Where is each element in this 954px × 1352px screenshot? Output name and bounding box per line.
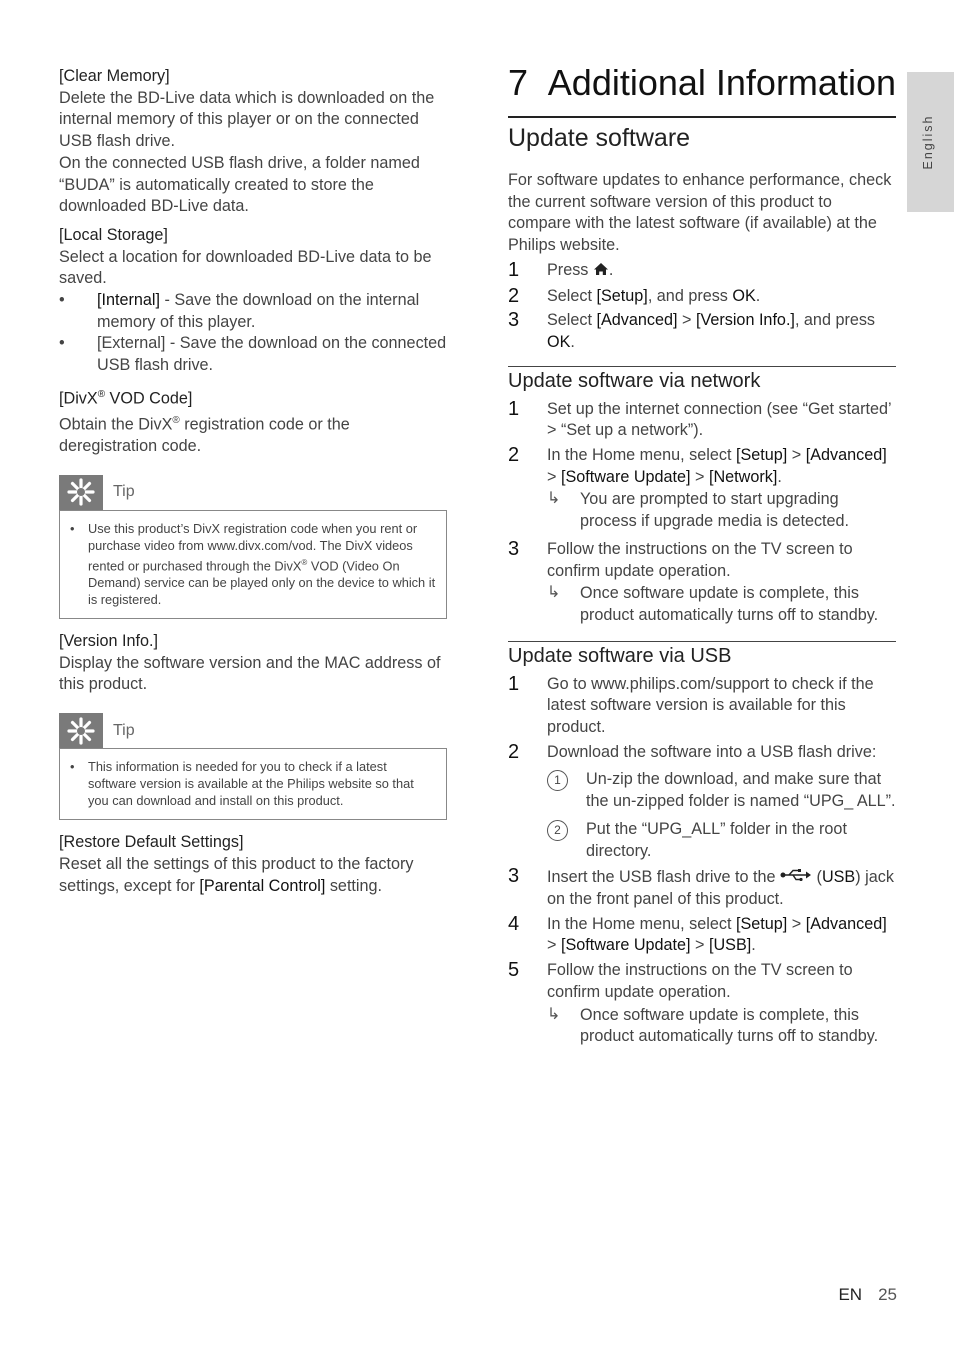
internal-text: - Save the download on the internal memory of this player. (97, 291, 420, 331)
usb-label: USB (821, 868, 856, 887)
clear-memory-desc: Delete the BD-Live data which is downloaded on the internal memory of this player or on the connected USB flash drive. (59, 88, 435, 151)
divx-desc-b: registration code or the deregistration code. (59, 415, 350, 456)
step-end: . (751, 936, 756, 955)
list-item (59, 290, 449, 333)
internal-label: [Internal] (97, 291, 160, 310)
separator: > (690, 936, 709, 955)
local-storage-desc: Select a location for downloaded BD-Live data to be saved. (59, 247, 432, 288)
footer-language: EN (838, 1285, 863, 1304)
step-number: 5 (508, 959, 520, 982)
step-item (508, 445, 896, 533)
result-arrow-icon: ↳ (547, 489, 561, 508)
step-text: Download the software into a USB flash drive: (547, 742, 877, 761)
separator: > (547, 467, 561, 486)
parental-control-label: [Parental Control] (199, 876, 326, 895)
usb-section-title: Update software via USB (508, 644, 732, 667)
registered-mark: ® (97, 388, 106, 400)
step-end: . (570, 332, 575, 351)
step-item (508, 960, 896, 1048)
sub-step-text: Put the “UPG_ALL” folder in the root directory. (586, 819, 847, 860)
tip-box-divx (59, 475, 447, 619)
setup-label: [Setup] (735, 446, 788, 465)
network-section (508, 366, 896, 627)
home-icon (593, 261, 609, 283)
local-storage-term: [Local Storage] (59, 225, 168, 244)
ok-label: OK (732, 286, 756, 305)
step-number: 1 (508, 258, 520, 281)
step-number: 1 (508, 672, 520, 695)
separator: > (547, 936, 561, 955)
step-item (508, 742, 896, 863)
step-end: . (608, 260, 614, 279)
restore-defaults-term: [Restore Default Settings] (59, 833, 244, 852)
right-column (508, 62, 896, 1048)
step-item (508, 914, 896, 957)
network-steps (508, 399, 896, 627)
step-text: ) jack on the front panel of this product. (547, 868, 894, 908)
software-update-label: [Software Update] (560, 936, 691, 955)
divx-term-b: VOD Code] (105, 389, 193, 408)
restore-defaults-desc (59, 854, 449, 897)
step-item (508, 539, 896, 627)
network-section-title: Update software via network (508, 369, 761, 392)
local-storage-options (59, 290, 449, 377)
separator: > (787, 446, 806, 465)
step-end: . (777, 467, 782, 486)
step-item (508, 674, 896, 739)
chapter-heading (508, 62, 896, 118)
sub-step (547, 769, 896, 812)
advanced-label: [Advanced] (805, 914, 887, 933)
step-number: 3 (508, 309, 520, 332)
version-info-label: [Version Info.] (695, 311, 795, 330)
setup-label: [Setup] (596, 286, 648, 305)
step-number: 4 (508, 912, 520, 935)
version-info-term: [Version Info.] (59, 632, 158, 650)
page-footer (838, 1285, 897, 1305)
step-text: , and press (794, 311, 876, 330)
result-text: You are prompted to start upgrading process if upgrade media is detected. (580, 490, 850, 531)
step-text: Set up the internet connection (see “Get started’ > “Set up a network”). (547, 399, 892, 440)
step-result (547, 583, 896, 626)
result-text: Once software update is complete, this product automatically turns off to standby. (580, 584, 879, 624)
external-text: [External] - Save the download on the connected USB flash drive. (97, 334, 447, 375)
ok-label: OK (547, 332, 571, 351)
divx-vod-desc (59, 410, 449, 458)
tip-label: Tip (113, 721, 135, 739)
sub-step-text: Un-zip the download, and make sure that the un-zipped folder is named “UPG_ ALL”. (586, 770, 896, 811)
software-update-label: [Software Update] (560, 467, 691, 486)
tip-body (59, 748, 447, 820)
step-item (508, 260, 896, 283)
clear-memory-term: [Clear Memory] (59, 67, 170, 85)
step-item (508, 286, 896, 308)
registered-mark: ® (301, 557, 308, 567)
result-arrow-icon: ↳ (547, 583, 561, 602)
sub-step (547, 819, 896, 862)
chapter-title: Additional Information (547, 62, 896, 103)
tip-label: Tip (113, 483, 135, 501)
circled-number: 2 (547, 820, 568, 841)
separator: > (787, 914, 806, 933)
result-text: Once software update is complete, this product automatically turns off to standby. (580, 1005, 879, 1046)
step-text: Go to www.philips.com/support to check if the latest software version is available for this product. (547, 674, 874, 737)
step-number: 3 (508, 865, 520, 888)
tip-star-icon (59, 713, 103, 748)
usb-section (508, 641, 896, 1048)
step-end: . (755, 286, 761, 305)
page-number: 25 (878, 1285, 897, 1304)
tip-text-b: VOD (Video On Demand) service can be played only on the device to which it is registered. (88, 558, 436, 607)
result-arrow-icon: ↳ (547, 1004, 561, 1023)
update-software-title: Update software (508, 124, 691, 152)
usb-steps (508, 674, 896, 1048)
setup-label: [Setup] (735, 914, 788, 933)
step-text: Insert the USB flash drive to the (547, 868, 781, 887)
left-column (59, 66, 449, 897)
separator: > (690, 467, 709, 486)
step-number: 3 (508, 537, 520, 560)
list-item (59, 333, 449, 376)
restore-desc-b: setting. (325, 876, 383, 895)
network-label: [Network] (708, 467, 778, 486)
update-software-intro: For software updates to enhance performance, check the current software version of this product to compare with the latest software (if available) at the Philips website. (508, 171, 892, 255)
step-number: 2 (508, 444, 520, 467)
tip-box-version (59, 713, 447, 820)
restore-desc-a: Reset all the settings of this product to the factory settings, except for (59, 854, 414, 895)
step-text: , and press (647, 286, 733, 305)
registered-mark: ® (172, 414, 180, 426)
step-result (547, 489, 896, 532)
step-item (508, 399, 896, 442)
language-label: English (921, 114, 935, 170)
clear-memory-desc-2: On the connected USB flash drive, a folder named “BUDA” is automatically created to store the downloaded BD-Live data. (59, 153, 420, 216)
divx-term-a: [DivX (59, 389, 98, 408)
step-item (508, 866, 896, 910)
step-text: ( (812, 868, 822, 887)
step-text: Select (547, 311, 597, 330)
usb-menu-label: [USB] (708, 936, 752, 955)
circled-number: 1 (547, 770, 568, 791)
tip-item: • This information is needed for you to check if a latest software version is available at the Philips website so that you can download and install on this product. (70, 758, 436, 809)
tip-header (59, 475, 447, 510)
step-number: 2 (508, 740, 520, 763)
tip-body (59, 510, 447, 619)
chapter-number: 7 (508, 62, 529, 103)
step-text: > (677, 311, 696, 330)
step-text: In the Home menu, select (547, 446, 736, 465)
divx-desc-a: Obtain the DivX (59, 415, 173, 434)
tip-header (59, 713, 447, 748)
advanced-label: [Advanced] (596, 311, 678, 330)
step-result (547, 1005, 896, 1048)
step-text: Press (547, 260, 593, 279)
version-info-desc: Display the software version and the MAC address of this product. (59, 653, 441, 694)
usb-icon (780, 866, 812, 888)
step-text: Select (547, 286, 597, 305)
tip-star-icon (59, 475, 103, 510)
update-software-steps (508, 260, 896, 354)
language-side-tab (907, 72, 954, 212)
step-item (508, 310, 896, 353)
advanced-label: [Advanced] (805, 446, 887, 465)
step-number: 2 (508, 284, 520, 307)
step-text: Follow the instructions on the TV screen to confirm update operation. (547, 539, 853, 580)
step-text: Follow the instructions on the TV screen to confirm update operation. (547, 961, 853, 1001)
tip-text-a: Use this product’s DivX registration code when you rent or purchase video from www.divx.com/vod. The DivX videos rented or purchased through the DivX (88, 520, 418, 573)
tip-item (70, 520, 436, 608)
divx-vod-term (59, 384, 449, 410)
step-text: In the Home menu, select (547, 914, 736, 933)
step-number: 1 (508, 397, 520, 420)
